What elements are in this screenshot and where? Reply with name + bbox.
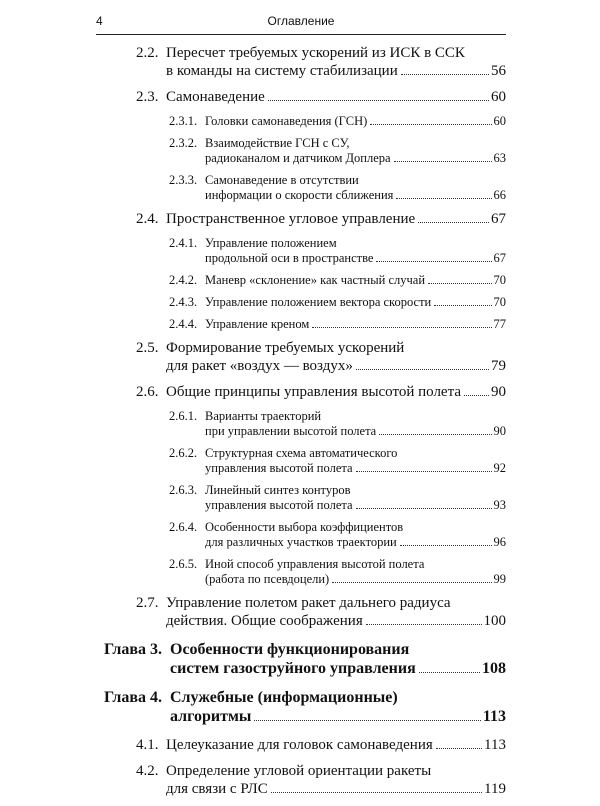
toc-title-line: Структурная схема автоматического [205,446,398,460]
toc-page: 70 [493,273,506,287]
toc-number: 2.6.3. [169,483,198,497]
toc-entry[interactable] [96,173,506,203]
toc-leader-dots [356,508,492,509]
toc-title-line: Формирование требуемых ускорений [166,340,405,356]
toc-title-line: Управление креном [205,317,310,331]
toc-number: 2.3.2. [169,136,198,150]
toc-title-line: (работа по псевдоцели) [205,572,330,586]
toc-page: 119 [484,781,506,797]
toc-number: 2.4.4. [169,317,198,331]
toc-number: 2.4.3. [169,295,198,309]
toc-leader-dots [370,124,491,125]
toc-entry[interactable] [96,520,506,550]
toc-number: 2.4.1. [169,236,198,250]
toc-entry[interactable] [96,483,506,513]
toc-page: 60 [491,89,506,105]
toc-leader-dots [464,395,489,396]
toc-entry[interactable] [96,136,506,166]
toc-page: 60 [493,114,506,128]
toc-title-line: Управление полетом ракет дальнего радиуса [166,595,451,611]
toc-leader-dots [394,161,492,162]
toc-title-line: Самонаведение [166,89,265,105]
toc-entry[interactable] [96,44,506,80]
toc-page: 77 [493,317,506,331]
toc-entry[interactable] [96,236,506,266]
toc-number: 2.4.2. [169,273,198,287]
toc-number: 2.2. [136,45,159,61]
toc-page: 56 [491,63,506,79]
toc-page: 96 [493,535,506,549]
toc-title-line: для связи с РЛС [166,781,268,797]
toc-page: 99 [493,572,506,586]
toc-page: 70 [493,295,506,309]
toc-page: 67 [491,211,506,227]
toc-leader-dots [396,198,491,199]
toc-title-line: для различных участков траектории [205,535,397,549]
toc-number: 2.7. [136,595,159,611]
running-header [96,12,506,35]
toc-number: 2.6.5. [169,557,198,571]
toc-entry[interactable] [96,88,506,106]
toc-title-line: Особенности выбора коэффициентов [205,520,404,534]
toc-page: 79 [491,358,506,374]
toc-entry[interactable] [96,557,506,587]
toc-chapter-entry[interactable] [96,688,506,726]
toc-number: 2.3. [136,89,159,105]
toc-title-line: радиоканалом и датчиком Доплера [205,151,391,165]
toc-entry[interactable] [96,762,506,798]
toc-entry[interactable] [96,736,506,754]
toc-title-line: Взаимодействие ГСН с СУ, [205,136,350,150]
toc-leader-dots [254,720,481,721]
toc-page: 90 [491,384,506,400]
toc-title-line: Линейный синтез контуров [205,483,351,497]
toc-chapter-entry[interactable] [96,640,506,678]
toc-title-line: Варианты траекторий [205,409,322,423]
toc-leader-dots [418,222,489,223]
toc-page: 93 [493,498,506,512]
toc-leader-dots [401,74,489,75]
toc-leader-dots [379,434,491,435]
toc-title-line: управления высотой полета [205,498,353,512]
toc-title-line: информации о скорости сближения [205,188,394,202]
toc-page: 113 [482,708,506,725]
toc-number: 2.6.2. [169,446,198,460]
toc-number: 2.6. [136,384,159,400]
toc-entry[interactable] [96,295,506,310]
toc-leader-dots [268,100,489,101]
toc-title-line: в команды на систему стабилизации [166,63,398,79]
toc-entry[interactable] [96,114,506,129]
toc-leader-dots [312,327,491,328]
toc-page: 108 [482,660,506,677]
toc-leader-dots [419,672,480,673]
toc-leader-dots [332,582,491,583]
toc-leader-dots [400,545,492,546]
toc-number: 2.4. [136,211,159,227]
page-number: 4 [96,14,103,28]
toc-title-line: Особенности функционирования [170,641,410,658]
toc-page: 90 [493,424,506,438]
toc-entry[interactable] [96,210,506,228]
toc-number: 2.6.4. [169,520,198,534]
toc-number: 2.5. [136,340,159,356]
toc-leader-dots [356,369,489,370]
toc-chapter-number: Глава 4. [104,689,162,706]
toc-leader-dots [376,261,491,262]
toc-title-line: Служебные (информационные) [170,689,398,706]
toc-leader-dots [271,792,482,793]
toc-number: 4.1. [136,737,159,753]
toc-title-line: при управлении высотой полета [205,424,377,438]
toc-page: 63 [493,151,506,165]
toc-title-line: Головки самонаведения (ГСН) [205,114,368,128]
toc-title-line: действия. Общие соображения [166,613,363,629]
toc-title-line: Целеуказание для головок самонаведения [166,737,433,753]
toc-entry[interactable] [96,446,506,476]
toc-leader-dots [436,748,482,749]
toc-title-line: Управление положением [205,236,337,250]
toc-title-line: Определение угловой ориентации ракеты [166,763,432,779]
toc-title-line: систем газоструйного управления [170,660,416,677]
toc-entry[interactable] [96,383,506,401]
toc-title-line: для ракет «воздух — воздух» [166,358,353,374]
toc-title-line: Иной способ управления высотой полета [205,557,425,571]
toc-title-line: Управление положением вектора скорости [205,295,432,309]
toc-entry[interactable] [96,317,506,332]
table-of-contents [96,44,506,806]
toc-page: 66 [493,188,506,202]
toc-entry[interactable] [96,594,506,630]
toc-page: 67 [493,251,506,265]
toc-title-line: Самонаведение в отсутствии [205,173,359,187]
toc-page: 100 [483,613,506,629]
toc-title-line: Маневр «склонение» как частный случай [205,273,426,287]
toc-page: 92 [493,461,506,475]
toc-entry[interactable] [96,409,506,439]
page-title: Оглавление [267,14,335,28]
toc-number: 2.3.1. [169,114,198,128]
toc-page: 113 [484,737,506,753]
toc-title-line: Общие принципы управления высотой полета [166,384,461,400]
toc-leader-dots [428,283,491,284]
toc-title-line: продольной оси в пространстве [205,251,374,265]
toc-title-line: Пространственное угловое управление [166,211,416,227]
toc-title-line: алгоритмы [170,708,252,725]
toc-title-line: Пересчет требуемых ускорений из ИСК в ССК [166,45,465,61]
toc-title-line: управления высотой полета [205,461,353,475]
toc-number: 4.2. [136,763,159,779]
toc-entry[interactable] [96,339,506,375]
toc-number: 2.6.1. [169,409,198,423]
toc-chapter-number: Глава 3. [104,641,162,658]
toc-leader-dots [366,624,482,625]
toc-entry[interactable] [96,273,506,288]
toc-leader-dots [434,305,491,306]
toc-leader-dots [356,471,492,472]
toc-number: 2.3.3. [169,173,198,187]
